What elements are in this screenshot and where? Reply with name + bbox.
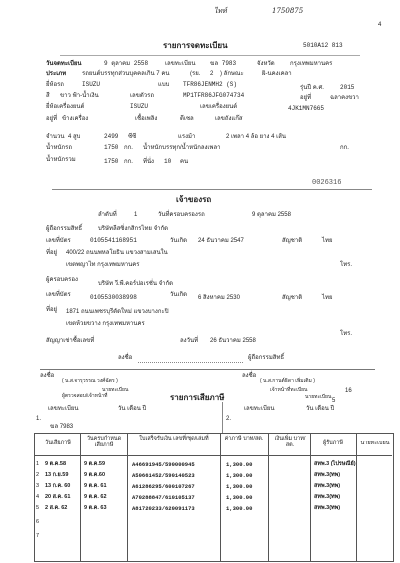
possessor-address-label: ที่อยู่ <box>46 307 58 313</box>
right-signer-role: นายทะเบียน <box>305 394 332 400</box>
gas-tank-label: เลขถังแก๊ส <box>215 116 243 122</box>
row-number: 1 <box>36 461 40 467</box>
cancel-date-label: วัน เดือน ปี <box>118 406 147 412</box>
right-mark: 16 <box>345 388 352 394</box>
brand-label: ยี่ห้อรถ <box>46 82 64 88</box>
possession-date-value: 9 ตุลาคม 2558 <box>252 212 291 218</box>
holder-sign-label: ลงชื่อ <box>118 355 133 361</box>
tax-date: 13 ก.ค. 60 <box>45 483 71 489</box>
cancel-row1-plate: ฆล 7983 <box>50 424 74 430</box>
gross-weight-value: 1750 <box>104 158 119 165</box>
table-header-divider <box>34 455 392 456</box>
holder-birth-value: 24 ธันวาคม 2547 <box>198 238 244 244</box>
serial-number: 0026316 <box>312 179 342 187</box>
row-number: 4 <box>36 494 40 500</box>
cancel-row2-no: 2. <box>226 416 232 422</box>
contract-label: สัญญาเช่าซื้อเลขที่ <box>46 338 95 344</box>
possessor-value: บริษัท วี.พี.คอร์ปอเรชั่น จำกัด <box>98 281 174 287</box>
rs-label: (รย. <box>190 71 201 77</box>
seats-label: ที่นั่ง <box>143 159 154 165</box>
divider <box>40 369 375 370</box>
chassis-label: เลขตัวรถ <box>130 93 154 99</box>
holder-tel-label: โทร. <box>340 262 353 268</box>
province-label: จังหวัด <box>257 61 275 67</box>
order-value: 1 <box>134 212 138 218</box>
header-due-date: วันครบกำหนด เสียภาษี <box>86 436 122 448</box>
column-divider <box>310 433 311 561</box>
row-number: 3 <box>36 483 40 489</box>
engine-brand-label: ยี่ห้อเครื่องยนต์ <box>46 104 85 110</box>
holder-address-label: ที่อยู่ <box>46 250 58 256</box>
holder-birth-label: วันเกิด <box>170 238 188 244</box>
axle-value: 2 เพลา 4 ล้อ ยาง 4 เส้น <box>226 134 286 140</box>
load-unit: กก. <box>340 145 349 151</box>
owner-section-title: เจ้าของรถ <box>176 195 212 204</box>
cancel-plate-label: เลขทะเบียน <box>48 406 79 412</box>
color-value: ขาว ฟ้า-น้ำเงิน <box>60 93 99 99</box>
brand-value: ISUZU <box>82 81 101 88</box>
header-receipt: ใบเสร็จรับเงิน เลขที่/ชุด/เล่มที่ <box>139 436 209 442</box>
engine-brand-value: ISUZU <box>130 103 149 110</box>
tax-amount: 1,300.00 <box>226 483 253 490</box>
seats-value: 10 <box>164 158 172 165</box>
holder-address-line2: เขตพญาไท กรุงเทพมหานคร <box>66 262 140 268</box>
province-value: กรุงเทพมหานคร <box>290 61 333 67</box>
cancel-row1-no: 1. <box>36 416 42 422</box>
contract-date-label: ลงวันที่ <box>180 338 199 344</box>
tax-amount: 1,300.00 <box>226 461 253 468</box>
header-surcharge: เงินเพิ่ม บาท/สต. <box>274 436 306 448</box>
cancel-date-label-2: วัน เดือน ปี <box>306 406 335 412</box>
style-label: ) ลักษณะ <box>220 71 244 77</box>
row-number: 5 <box>36 505 40 511</box>
reg-date-value: 9 ตุลาคม 2558 <box>104 60 149 67</box>
fuel-value: ดีเซล <box>180 116 194 122</box>
plate-label: เลขทะเบียน <box>165 61 196 67</box>
right-mark-2: 5 <box>332 398 336 404</box>
chassis-value: MP1TFR86JFG074734 <box>183 92 245 99</box>
hp-label: แรงม้า <box>178 134 196 140</box>
holder-value: บริษัทลีสซิ่งกสิกรไทย จำกัด <box>98 226 169 232</box>
possessor-birth-label: วันเกิด <box>170 292 188 298</box>
possessor-nation-label: สัญชาติ <box>282 295 303 301</box>
column-divider <box>356 433 357 561</box>
reg-date-label: วันจดทะเบียน <box>46 61 82 67</box>
possessor-id-label: เลขที่บัตร <box>46 292 71 298</box>
cylinders-value: 4 สูบ <box>68 134 81 140</box>
tax-amount: 1,300.00 <box>226 472 253 479</box>
due-date: 9 ต.ค. 63 <box>84 505 107 511</box>
left-sign-label: ลงชื่อ <box>40 373 55 379</box>
header-registrar: นายทะเบียน <box>360 441 390 446</box>
gross-weight-label: น้ำหนักรวม <box>46 157 76 163</box>
column-divider <box>80 433 81 561</box>
tax-date: 9 ต.ค.58 <box>45 461 67 467</box>
column-divider <box>127 433 128 561</box>
color-label: สี <box>46 93 50 99</box>
order-label: ลำดับที่ <box>98 212 117 218</box>
collector: สทพ.3 (ไปรษณีย์) <box>314 461 356 467</box>
weight-value: 1750 <box>104 144 119 151</box>
tax-date: 20 ส.ค. 61 <box>45 494 71 500</box>
divider <box>52 189 372 190</box>
model-year-label: รุ่นปี ค.ศ. <box>300 85 324 91</box>
engine-no-label: เลขเครื่องยนต์ <box>200 104 238 110</box>
right-signer-sub: เจ้าหน้าที่ทะเบียน <box>270 387 308 393</box>
possessor-address-line2: เขตห้วยขวาง กรุงเทพมหานคร <box>66 321 145 327</box>
rs-value: 2 <box>210 71 214 77</box>
column-divider <box>220 433 221 561</box>
holder-id-label: เลขที่บัตร <box>46 238 71 244</box>
collector: สทพ.3(ทพ) <box>314 472 341 478</box>
possessor-address-line1: 1871 ถนนเพชรบุรีตัดใหม่ แขวงบางกะปิ <box>66 309 169 315</box>
weight-label: น้ำหนักรถ <box>46 145 73 151</box>
model-year-value: 2015 <box>340 84 355 91</box>
seats-unit: คน <box>180 159 189 165</box>
collector: สทพ.3(ทพ) <box>314 483 341 489</box>
possessor-label: ผู้ครอบครอง <box>46 277 78 283</box>
tax-date: 13 ก.ย.59 <box>45 472 69 478</box>
receipt-no: A61286295/600107267 <box>132 483 195 490</box>
holder-sign-role: ผู้ถือกรรมสิทธิ์ <box>248 355 285 361</box>
gross-weight-unit: กก. <box>124 159 133 165</box>
header-collector: ผู้รับภาษี <box>322 440 343 446</box>
style-value: ผิ-นคงเคลา <box>262 71 292 77</box>
fuel-label: เชื้อเพลิง <box>135 116 158 122</box>
chassis-loc-value: ฉลาคงขวา <box>330 95 359 101</box>
divider <box>222 402 223 434</box>
possessor-id-value: 0105530038998 <box>90 294 137 301</box>
signature-line <box>138 362 243 363</box>
document-number-handwritten: 1750875 <box>272 7 304 15</box>
due-date: 9 ต.ค. 62 <box>84 494 107 500</box>
possession-date-label: วันที่ครอบครองรถ <box>158 212 205 218</box>
receipt-no: A81720233/620091173 <box>132 505 195 512</box>
receipt-no: A50661452/590140523 <box>132 472 195 479</box>
cylinders-label: จำนวน <box>46 134 65 140</box>
holder-nation-value: ไทย <box>322 238 333 244</box>
engine-no-value: 4JK1MN7665 <box>288 105 325 112</box>
header-tax-amount: ค่าภาษี บาท/สต. <box>224 436 264 442</box>
collector: สทพ.3(ทพ) <box>314 505 341 511</box>
receipt-no: A46691945/590000945 <box>132 461 195 468</box>
left-signer-sub: ผู้ตรวจสอบ/เจ้าหน้าที่ <box>62 393 108 399</box>
holder-id-value: 0105541168951 <box>90 237 137 244</box>
due-date: 9 ต.ค. 61 <box>84 483 107 489</box>
load-label: น้ำหนักบรรทุก/น้ำหนักลงเพลา <box>143 145 221 151</box>
possessor-birth-value: 6 สิงหาคม 2530 <box>198 295 240 301</box>
row-number: 2 <box>36 472 40 478</box>
tax-section-title: รายการเสียภาษี <box>170 393 225 402</box>
left-signer-role: นายทะเบียน <box>102 387 129 393</box>
possessor-tel-label: โทร. <box>340 331 353 337</box>
cc-value: 2499 <box>104 133 119 140</box>
handwritten-mark: ไทท์ <box>214 7 227 15</box>
possessor-nation-value: ไทย <box>322 295 333 301</box>
tax-amount: 1,300.00 <box>226 505 253 512</box>
holder-nation-label: สัญชาติ <box>282 238 303 244</box>
model-value: TFR86JENMH2 (S) <box>183 81 238 88</box>
cancel-plate-label-2: เลขทะเบียน <box>244 406 275 412</box>
engine-loc-value: ข้างเครื่อง <box>62 116 89 122</box>
row-number: 6 <box>36 519 40 525</box>
collector: สทพ.3(ทพ) <box>314 494 341 500</box>
row-number: 7 <box>36 533 40 539</box>
column-divider <box>268 433 269 561</box>
holder-address-line1: 400/22 ถนนพหลโยธิน แขวงสามเสนใน <box>66 250 168 256</box>
tax-date: 2 ส.ค. 62 <box>45 505 68 511</box>
due-date: 9 ต.ค.59 <box>84 461 106 467</box>
contract-date-value: 26 ธันวาคม 2558 <box>210 338 256 344</box>
type-value: รถยนต์บรรทุกส่วนบุคคลเกิน 7 คน <box>82 71 170 77</box>
holder-label: ผู้ถือกรรมสิทธิ์ <box>46 226 83 232</box>
weight-unit: กก. <box>124 145 133 151</box>
left-signer-name: ( น.ส.จารุวรรณ วงศ์ฉัตร ) <box>62 378 118 384</box>
chassis-loc-label: อยู่ที่ <box>300 95 312 101</box>
right-signer-name: ( น.ส.กานต์ธิดา เพิ่มเติม ) <box>260 378 315 384</box>
page-number: 4 <box>378 22 382 28</box>
plate-value: ฆล 7983 <box>210 60 237 67</box>
document-code: 5010A12 813 <box>303 42 343 49</box>
page-title: รายการจดทะเบียน <box>163 41 228 50</box>
right-sign-label: ลงชื่อ <box>242 373 257 379</box>
engine-loc-label: อยู่ที่ <box>46 116 58 122</box>
due-date: 9 ต.ค.60 <box>84 472 106 478</box>
type-label: ประเภท <box>46 71 67 77</box>
divider <box>60 55 360 56</box>
header-tax-date: วันเสียภาษี <box>45 440 71 446</box>
receipt-no: A70288847/610105137 <box>132 494 195 501</box>
cc-label: ซีซี <box>128 134 137 140</box>
model-label: แบบ <box>158 82 170 88</box>
tax-amount: 1,300.00 <box>226 494 253 501</box>
